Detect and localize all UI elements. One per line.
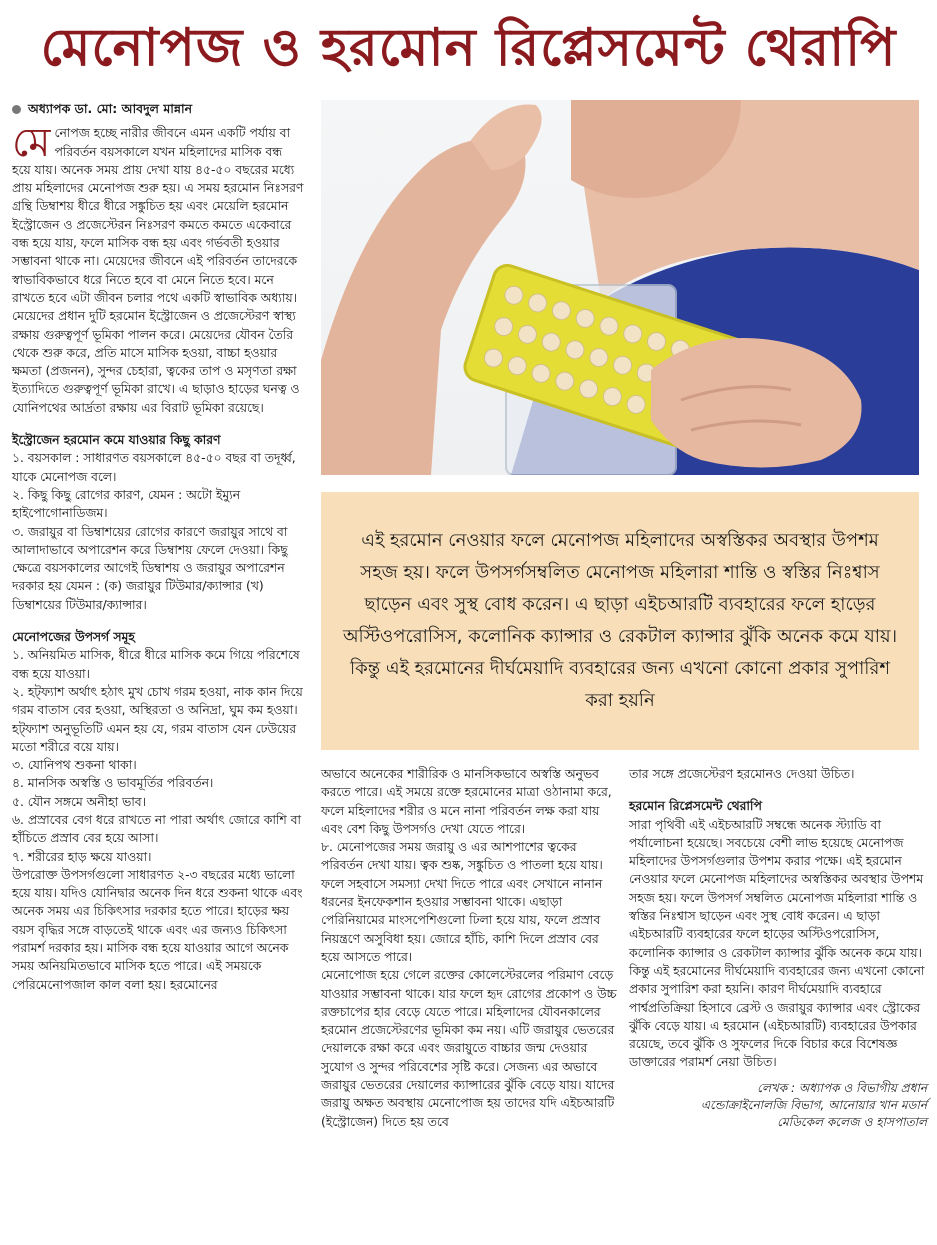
author-credit [629,1080,927,1131]
dropcap: মে [12,120,51,167]
hrt-heading: হরমোন রিপ্লেসমেন্ট থেরাপি [629,799,762,814]
woman-with-pills-illustration [321,100,919,475]
paragraph: তার সঙ্গে প্রজেস্টেরণ হরমোনও দেওয়া উচিত। [629,767,855,781]
byline [12,100,304,118]
article-column-3 [629,765,927,1131]
article-headline: মেনোপজ ও হরমোন রিপ্লেসমেন্ট থেরাপি [40,17,897,78]
causes-list [12,449,304,614]
list-item: ৬. প্রস্রাবের বেগ ধরে রাখতে না পারা অর্থাৎ জোরে কাশি বা হাঁচিতে প্রস্রাব বের হয়ে আসা। [12,812,301,846]
pull-quote-text: এই হরমোন নেওয়ার ফলে মেনোপজ মহিলাদের অস্বস্তিকর অবস্থার উপশম সহজ হয়। ফলে উপসর্গসম্বলিত মেনোপজ মহিলারা শান্তি ও স্বস্তির নিঃশ্বাস ছাড়েন এবং সুস্থ বোধ করেন। এ ছাড়া এইচআরটি ব্যবহারের ফলে হাড়ের অস্টিওপরোসিস, কলোনিক ক্যান্সার ও রেকটাল ক্যান্সার ঝুঁকি অনেক কমে যায়। কিন্তু এই হরমোনের দীর্ঘমেয়াদি ব্যবহারের জন্য এখনো কোনো প্রকার সুপারিশ করা হয়নি [342,530,898,711]
article-column-2 [321,765,617,1131]
symptoms-list [12,646,304,866]
pull-quote-box [321,492,919,750]
symptoms-heading: মেনোপজের উপসর্গ সমূহ [12,630,135,645]
list-item: ১. অনিয়মিত মাসিক, ধীরে ধীরে মাসিক কমে গিয়ে পরিশেষে বন্ধ হয়ে যাওয়া। [12,648,300,681]
list-item: ৪. মানসিক অস্বস্তি ও ভাবমূর্তির পরিবর্তন। [12,776,214,791]
symptoms-tail: উপরোক্ত উপসর্গগুলো সাধারণত ২-৩ বছরের মধ্যে ভালো হয়ে যায়। যদিও যোনিদ্বার অনেক দিন ধরে শুকনা থাকে এবং অনেক সময় এর চিকিৎসার দরকার হতে পারে। হাড়ের ক্ষয় বয়স বৃদ্ধির সঙ্গে বাড়তেই থাকে এবং এর জন্যও চিকিৎসা পরামর্শ দরকার হয়। মাসিক বন্ধ হয়ে যাওয়ার আগে অনেক সময় অনিয়মিতভাবে মাসিক হতে পারে। এই সময়কে পেরিমেনোপজাল কাল বলা হয়। হরমোনের [12,867,303,992]
intro-paragraph [12,120,304,417]
list-item: ২. হট্‌ফ্যাশ অর্থাৎ হঠাৎ মুখ চোখ গরম হওয়া, নাক কান দিয়ে গরম বাতাস বের হওয়া, অস্থিরতা ও অনিদ্রা, ঘুম কম হওয়া। হট্‌ফ্যাশ অনুভূতিটি এমন হয় যে, গরম বাতাস যেন ঢেউয়ের মতো শরীরে বয়ে যায়। [12,684,303,754]
author-credit-line: মেডিকেল কলেজ ও হাসপাতাল [777,1114,927,1129]
causes-heading: ইস্ট্রোজেন হরমোন কমে যাওয়ার কিছু কারণ [12,433,221,448]
article-column-1 [12,100,304,994]
paragraph: ৮. মেনোপজের সময় জরায়ু ও এর আশপাশের ত্বকের পরিবর্তন দেখা যায়। ত্বক শুষ্ক, সঙ্কুচিত ও পাতলা হয়ে যায়। ফলে সহবাসে সমস্যা দেখা দিতে পারে এবং সেখানে নানান ধরনের ইনফেকশান হওয়ার সম্ভাবনা থাকে। এছাড়া পেরিনিয়ামের মাংসপেশিগুলো ঢিলা হয়ে যায়, ফলে প্রস্রাব নিয়ন্ত্রণে অসুবিধা হয়। জোরে হাঁচি, কাশি দিলে প্রস্রাব বের হয়ে আসতে পারে। [321,840,603,964]
intro-text: নোপজ হচ্ছে নারীর জীবনে এমন একটি পর্যায় বা পরিবর্তন বয়সকালে যখন মহিলাদের মাসিক বন্ধ হয়ে যায়। অনেক সময় প্রায় দেখা যায় ৪৫-৫০ বছরের মধ্যে প্রায় মহিলাদের মেনোপজ শুরু হয়। এ সময় হরমোন নিঃসরণ গ্রন্থি ডিম্বাশয় ধীরে ধীরে সঙ্কুচিত হয় এবং মেয়েলি হরমোন ইস্ট্রোজেন ও প্রজেস্টেরন নিঃসরণ কমতে কমতে একেবারে বন্ধ হয়ে যায়, ফলে মাসিক বন্ধ হয় এবং গর্ভবতী হওয়ার সম্ভাবনা থাকে না। মেয়েদের জীবনে এই পরিবর্তন তাদেরকে স্বাভাবিকভাবে ধরে নিতে হবে বা মেনে নিতে হবে। মনে রাখতে হবে এটা জীবন চলার পথে একটি স্বাভাবিক অধ্যায়। মেয়েদের প্রধান দুটি হরমোন ইস্ট্রোজেন ও প্রজেস্টেরণ স্বাস্থ্য রক্ষায় গুরুত্বপূর্ণ ভূমিকা পালন করে। মেয়েদের যৌবন তৈরি থেকে শুরু করে, প্রতি মাসে মাসিক হওয়া, বাচ্চা হওয়ার ক্ষমতা (প্রজনন), সুন্দর চেহারা, ত্বকের তাপ ও মসৃণতা রক্ষা ইত্যাদিতে গুরুত্বপূর্ণ ভূমিকা রাখে। এ ছাড়াও হাড়ের ঘনত্ব ও যোনিপথের আর্দ্রতা রক্ষায় এর বিরাট ভূমিকা রয়েছে। [12,126,304,415]
byline-bullet-icon [12,105,21,114]
author-credit-line: এন্ডোক্রাইনোলজি বিভাগ, আনোয়ার খান মডার্ন [700,1097,927,1112]
author-name: অধ্যাপক ডা. মো: আবদুল মান্নান [28,101,193,116]
paragraph: মেনোপোজ হয়ে গেলে রক্তের কোলেস্টেরলের পরিমাণ বেড়ে যাওয়ার সম্ভাবনা থাকে। যার ফলে হৃদ রোগের প্রকোপ ও উচ্চ রক্তচাপের হার বেড়ে যেতে পারে। মহিলাদের যৌবনকালের হরমোন প্রজেস্টেরণের ভূমিকা কম নয়। এটি জরায়ুর ভেতরের দেয়ালকে রক্ষা করে এবং জরায়ুতে বাচ্চার জন্ম দেওয়ার সুযোগ ও সুন্দর পরিবেশের সৃষ্টি করে। সেজন্য এর অভাবে জরায়ুর ভেতরের দেয়ালের ক্যান্সারের ঝুঁকি বেড়ে যায়। যাদের জরায়ু অক্ষত অবস্থায় মেনোপোজ হয় তাদের যদি এইচআরটি (ইস্ট্রোজেন) দিতে হয় তবে [321,968,617,1129]
list-item: ৩. জরায়ুর বা ডিম্বাশয়ের রোগের কারণে জরায়ুর সাথে বা আলাদাভাবে অপারেশন করে ডিম্বাশয় ফেলে দেওয়া। কিছু ক্ষেত্রে বয়সকালের আগেই ডিম্বাশয় ও জরায়ুর অপারেশন দরকার হয় যেমন : (ক) জরায়ুর টিউমার/ক্যান্সার (খ) ডিম্বাশয়ের টিউমার/ক্যান্সার। [12,524,288,612]
list-item: ২. কিছু কিছু রোগের কারণ, যেমন : অটো ইম্যুন হাইপোগোনাডিজম। [12,487,241,521]
paragraph: অভাবে অনেকের শারীরিক ও মানসিকভাবে অস্বস্তি অনুভব করতে পারে। এই সময়ে রক্তে হরমোনের মাত্রা ওঠানামা করে, ফলে মহিলাদের শরীর ও মনে নানা পরিবর্তন লক্ষ করা যায় এবং বেশ কিছু উপসর্গও দেখা যেতে পারে। [321,767,612,836]
list-item: ৫. যৌন সঙ্গমে অনীহা ভাব। [12,794,147,809]
list-item: ১. বয়সকাল : সাধারণত বয়সকালে ৪৫-৫০ বছর বা তদূর্ধ্ব, যাকে মেনোপজ বলে। [12,451,296,484]
author-credit-line: লেখক : অধ্যাপক ও বিভাগীয় প্রধান [757,1080,927,1095]
paragraph: সারা পৃথিবী এই এইচআরটি সম্বন্ধে অনেক স্ট্যাডি বা পর্যালোচনা হয়েছে। সবচেয়ে বেশী লাভ হয়েছে মেনোপজ মহিলাদের উপসর্গগুলার উপশম করার পক্ষে। এই হরমোন নেওয়ার ফলে মেনোপজ মহিলাদের অস্বস্তিকর অবস্থার উপশম সহজ হয়। ফলে উপসর্গ সম্বলিত মেনোপজ মহিলারা শান্তি ও স্বস্তির নিঃশ্বাস ছাড়েন এবং সুস্থ বোধ করেন। এ ছাড়া এইচআরটি ব্যবহারের ফলে হাড়ের অস্টিওপরোসিস, কলোনিক ক্যান্সার ও রেকটাল ক্যান্সার ঝুঁকি অনেক কমে যায়। কিন্তু এই হরমোনের দীর্ঘমেয়াদি ব্যবহারের জন্য এখনো কোনো প্রকার সুপারিশ করা হয়নি। কারণ দীর্ঘমেয়াদি ব্যবহারে পার্শ্বপ্রতিক্রিয়া হিসাবে ব্রেস্ট ও জরায়ুর ক্যান্সার এবং স্ট্রোকের ঝুঁকি বেড়ে যায়। এ হরমোন (এইচআরটি) ব্যবহারের উপকার রয়েছে, তবে ঝুঁকি ও সুফলের দিকে বিচার করে বিশেষজ্ঞ ডাক্তারের পরামর্শ নেয়া উচিত। [629,817,925,1070]
article-photo [321,100,919,475]
list-item: ৭. শরীরের হাড় ক্ষয়ে যাওয়া। [12,849,152,864]
list-item: ৩. যোনিপথ শুকনা থাকা। [12,758,137,773]
